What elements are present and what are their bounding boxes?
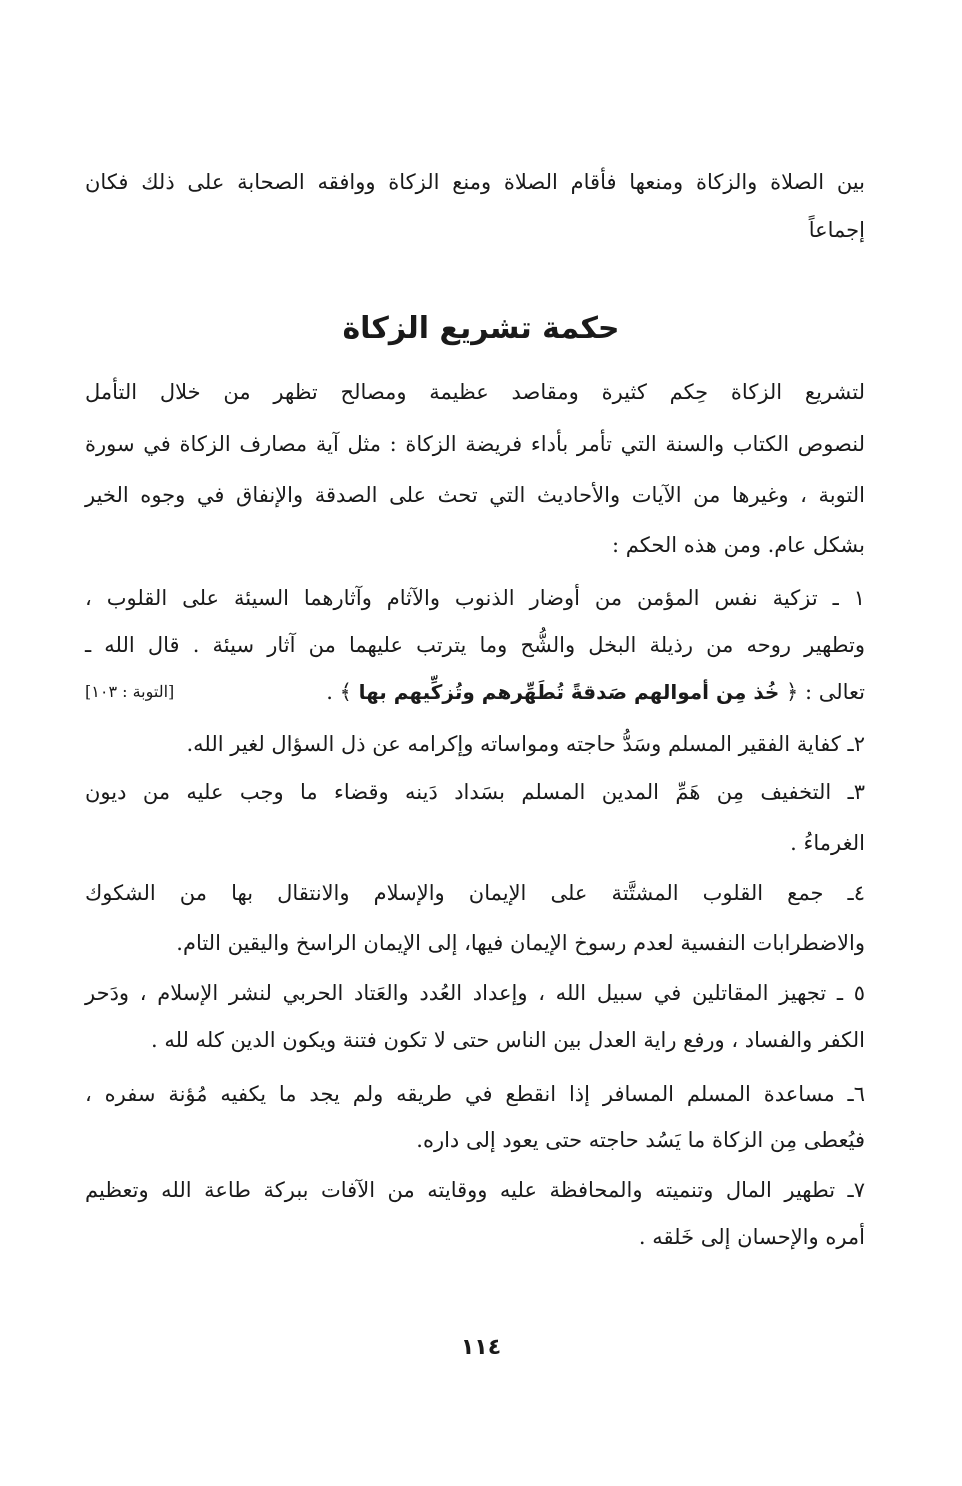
item4-line-1: ٤ـ جمع القلوب المشتَّتة على الإيمان والإسلام والانتقال بها من الشكوك xyxy=(85,881,865,905)
body-line-3: التوبة ، وغيرها من الآيات والأحاديث التي تحث على الصدقة والإنفاق في وجوه الخير xyxy=(85,483,865,507)
item6-line-1: ٦ـ مساعدة المسلم المسافر إذا انقطع في طريقه ولم يجد ما يكفيه مُؤنة سفره ، xyxy=(85,1082,865,1106)
item5-line-1: ٥ ـ تجهيز المقاتلين في سبيل الله ، وإعداد العُدد والعَتاد الحربي لنشر الإسلام ، ودَحر xyxy=(85,981,865,1005)
item1-line-3 xyxy=(85,672,865,712)
item7-line-2: أمره والإحسان إلى خَلقه . xyxy=(638,1225,865,1249)
verse-close: ﴾ . xyxy=(326,680,352,704)
list-item-4 xyxy=(85,873,865,963)
list-item-5 xyxy=(85,973,865,1063)
quran-verse: خُذ مِن أموالهم صَدقةً تُطَهِّرهم وتُزكِّيهم بها xyxy=(358,680,780,704)
item4-line-2: والاضطرابات النفسية لعدم رسوخ الإيمان فيها، إلى الإيمان الراسخ واليقين التام. xyxy=(176,931,865,955)
section-heading: حكمة تشريع الزكاة xyxy=(342,311,620,346)
item3-line-1: ٣ـ التخفيف مِن هَمِّ المدين المسلم بسَداد دَينه وقضاء ما وجب عليه من ديون xyxy=(85,780,865,804)
list-item-3 xyxy=(85,772,865,862)
item3-line-2: الغرماءُ . xyxy=(790,831,865,855)
list-item-1 xyxy=(85,578,865,718)
page-number: ١١٤ xyxy=(460,1335,502,1360)
intro-line-2: إجماعاً xyxy=(808,218,865,242)
verse-intro: تعالى : ﴿ xyxy=(785,680,865,704)
item5-line-2: الكفر والفساد ، ورفع راية العدل بين الناس حتى لا تكون فتنة ويكون الدين كله لله . xyxy=(150,1028,865,1052)
item1-line-1: ١ ـ تزكية نفس المؤمن من أوضار الذنوب والآثام وآثارهما السيئة على القلوب ، xyxy=(85,586,865,610)
intro-body-paragraph xyxy=(85,372,865,572)
list-item-2 xyxy=(85,724,865,764)
verse-reference: [التوبة : ١٠٣] xyxy=(85,682,175,701)
body-line-2: لنصوص الكتاب والسنة التي تأمر بأداء فريضة الزكاة : مثل آية مصارف الزكاة في سورة xyxy=(85,432,865,456)
list-item-6 xyxy=(85,1074,865,1164)
body-line-1: لتشريع الزكاة حِكم كثيرة ومقاصد عظيمة ومصالح تظهر من خلال التأمل xyxy=(85,380,865,404)
item1-line-2: وتطهير روحه من رذيلة البخل والشُّح وما يترتب عليهما من آثار سيئة . قال الله ـ xyxy=(85,633,865,657)
body-line-4: بشكل عام. ومن هذه الحكم : xyxy=(612,533,865,557)
list-item-7 xyxy=(85,1170,865,1260)
item6-line-2: فيُعطى مِن الزكاة ما يَسُد حاجته حتى يعود إلى داره. xyxy=(416,1128,865,1152)
item7-line-1: ٧ـ تطهير المال وتنميته والمحافظة عليه ووقايته من الآفات ببركة طاعة الله وتعظيم xyxy=(85,1178,865,1202)
intro-paragraph xyxy=(85,162,865,252)
item2-line-1: ٢ـ كفاية الفقير المسلم وسَدُّ حاجته ومواساته وإكرامه عن ذل السؤال لغير الله. xyxy=(186,732,865,756)
intro-line-1: بين الصلاة والزكاة ومنعها فأقام الصلاة ومنع الزكاة ووافقه الصحابة على ذلك فكان xyxy=(85,170,865,194)
